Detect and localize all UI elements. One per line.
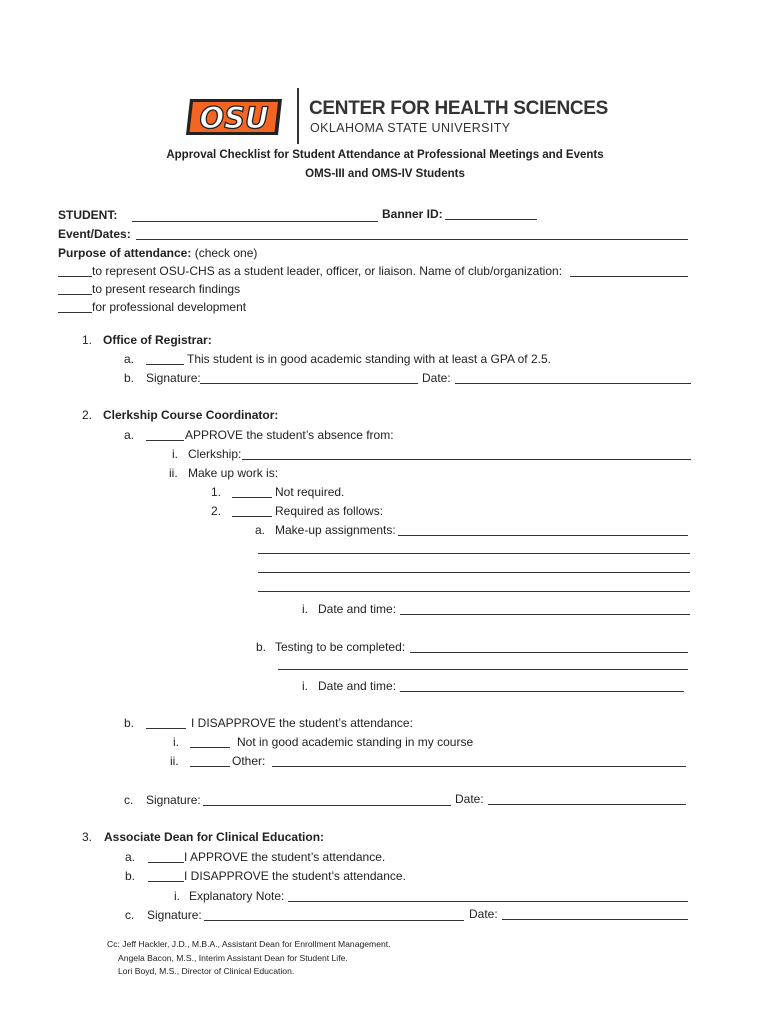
dean-approve-checkbox[interactable]: [148, 862, 184, 863]
makeup-1-marker: 1.: [211, 485, 222, 499]
dean-disapprove-text: I DISAPPROVE the student’s attendance.: [184, 869, 406, 883]
makeup-2-marker: 2.: [211, 504, 222, 518]
purpose-option-1-checkbox[interactable]: [58, 276, 92, 277]
makeup-assignments-line-4[interactable]: [258, 591, 690, 592]
cc-line-3: Lori Boyd, M.S., Director of Clinical Education.: [118, 966, 295, 976]
registrar-signature-label: Signature:: [146, 371, 201, 385]
dean-approve-text: I APPROVE the student’s attendance.: [184, 850, 386, 864]
event-dates-field[interactable]: [136, 239, 688, 240]
banner-id-label: Banner ID:: [382, 207, 443, 221]
student-name-field[interactable]: [132, 221, 378, 222]
required-checkbox[interactable]: [232, 516, 272, 517]
purpose-heading: Purpose of attendance: (check one): [58, 246, 258, 260]
testing-label: Testing to be completed:: [275, 640, 406, 654]
dean-date-label: Date:: [469, 907, 498, 921]
not-required-checkbox[interactable]: [232, 497, 272, 498]
org-name: CENTER FOR HEALTH SCIENCES: [309, 98, 609, 119]
other-label: Other:: [232, 754, 266, 768]
good-standing-text: This student is in good academic standing with at least a GPA of 2.5.: [187, 352, 551, 366]
dean-signature-label: Signature:: [147, 908, 202, 922]
required-text: Required as follows:: [275, 504, 384, 518]
clerkship-c-marker: c.: [124, 793, 134, 807]
purpose-option-1: to represent OSU-CHS as a student leader, officer, or liaison. Name of club/organization:: [92, 264, 563, 278]
clerkship-a-marker: a.: [124, 428, 135, 442]
header-divider: [297, 88, 299, 144]
club-name-field[interactable]: [570, 276, 688, 277]
makeup-assignments-line-3[interactable]: [258, 572, 690, 573]
dean-date-field[interactable]: [502, 919, 688, 920]
osu-logo: [182, 95, 286, 139]
makeup-assignments-line-2[interactable]: [258, 553, 690, 554]
purpose-option-2: to present research findings: [92, 282, 241, 296]
purpose-option-3-checkbox[interactable]: [58, 312, 92, 313]
registrar-b-marker: b.: [124, 371, 135, 385]
testing-line-2[interactable]: [278, 669, 688, 670]
makeup-work-label: Make up work is:: [188, 466, 279, 480]
dean-a-marker: a.: [125, 850, 136, 864]
date-time-1-field[interactable]: [400, 614, 690, 615]
clerkship-label: Clerkship:: [188, 447, 242, 461]
not-good-standing-text: Not in good academic standing in my course: [237, 735, 474, 749]
clerkship-i-marker: i.: [172, 447, 178, 461]
approve-absence-text: APPROVE the student’s absence from:: [185, 428, 394, 442]
document-title: Approval Checklist for Student Attendance at Professional Meetings and Events: [166, 149, 604, 161]
banner-id-field[interactable]: [445, 219, 537, 220]
registrar-signature-field[interactable]: [200, 383, 418, 384]
not-required-text: Not required.: [275, 485, 345, 499]
clerkship-date-field[interactable]: [488, 804, 686, 805]
disapprove-attendance-checkbox[interactable]: [146, 728, 186, 729]
section-3-number: 3.: [82, 830, 93, 844]
purpose-option-3: for professional development: [92, 300, 247, 314]
section-2-number: 2.: [82, 408, 93, 422]
explanatory-note-label: Explanatory Note:: [189, 889, 285, 903]
clerkship-b-marker: b.: [124, 716, 135, 730]
clerkship-heading: Clerkship Course Coordinator:: [103, 408, 279, 422]
svg-text:OSU: OSU: [199, 101, 269, 135]
clerkship-signature-field[interactable]: [203, 805, 451, 806]
date-time-2-label: Date and time:: [318, 679, 397, 693]
dean-signature-field[interactable]: [204, 920, 464, 921]
section-1-number: 1.: [82, 333, 93, 347]
cc-line-2: Angela Bacon, M.S., Interim Assistant Dean for Student Life.: [118, 953, 348, 963]
other-field[interactable]: [272, 766, 686, 767]
good-standing-checkbox[interactable]: [146, 364, 184, 365]
registrar-a-marker: a.: [124, 352, 135, 366]
makeup-assignments-field[interactable]: [398, 535, 688, 536]
testing-field[interactable]: [410, 652, 688, 653]
registrar-date-field[interactable]: [455, 383, 691, 384]
explanatory-note-field[interactable]: [288, 901, 688, 902]
purpose-option-2-checkbox[interactable]: [58, 294, 92, 295]
testing-marker: b.: [256, 640, 267, 654]
university-name: OKLAHOMA STATE UNIVERSITY: [310, 121, 511, 135]
dean-disapprove-checkbox[interactable]: [148, 881, 184, 882]
clerkship-ii-marker: ii.: [169, 466, 178, 480]
other-checkbox[interactable]: [190, 766, 230, 767]
dean-c-marker: c.: [125, 908, 135, 922]
dean-note-marker: i.: [174, 889, 180, 903]
event-dates-label: Event/Dates:: [58, 227, 131, 241]
document-subtitle: OMS-III and OMS-IV Students: [305, 168, 465, 180]
makeup-assignments-marker: a.: [255, 523, 266, 537]
makeup-assignments-label: Make-up assignments:: [275, 523, 396, 537]
clerkship-field[interactable]: [242, 459, 691, 460]
date-time-1-marker: i.: [302, 602, 308, 616]
registrar-date-label: Date:: [422, 371, 451, 385]
disapprove-ii-marker: ii.: [170, 754, 179, 768]
cc-line-1: Cc: Jeff Hackler, J.D., M.B.A., Assistant Dean for Enrollment Management.: [107, 939, 391, 949]
clerkship-signature-label: Signature:: [146, 793, 201, 807]
date-time-2-marker: i.: [302, 679, 308, 693]
student-label: STUDENT:: [58, 208, 118, 222]
date-time-1-label: Date and time:: [318, 602, 397, 616]
dean-b-marker: b.: [125, 869, 136, 883]
registrar-heading: Office of Registrar:: [103, 333, 212, 347]
dean-heading: Associate Dean for Clinical Education:: [104, 830, 325, 844]
disapprove-attendance-text: I DISAPPROVE the student’s attendance:: [191, 716, 413, 730]
disapprove-i-marker: i.: [173, 735, 179, 749]
not-good-standing-checkbox[interactable]: [190, 747, 230, 748]
clerkship-date-label: Date:: [455, 792, 484, 806]
approve-absence-checkbox[interactable]: [146, 440, 184, 441]
date-time-2-field[interactable]: [400, 691, 684, 692]
